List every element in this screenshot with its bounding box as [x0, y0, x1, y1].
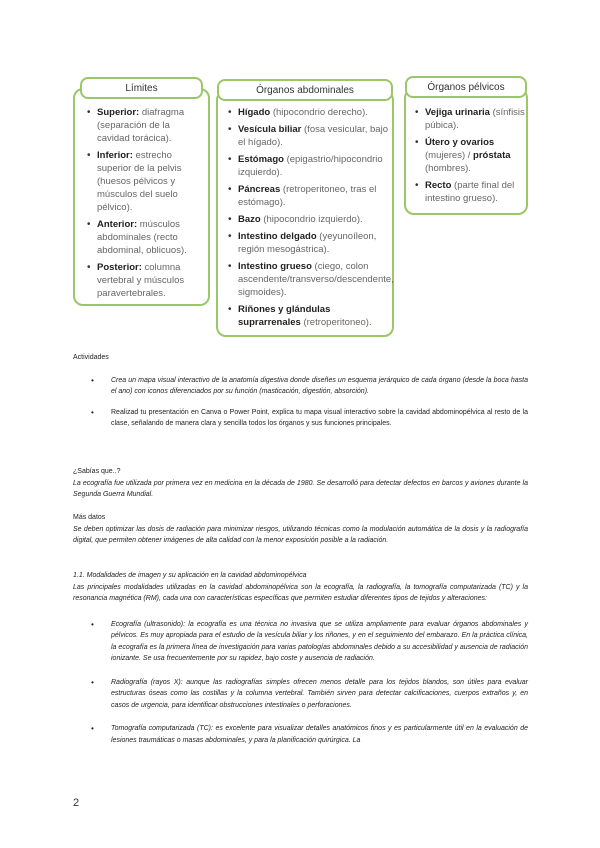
did-you-know-text: La ecografía fue utilizada por primera vez en medicina en la década de 1980. Se desarrolló para detectar defectos en barcos y aviones durante la Segunda Guerra Mundial. — [73, 479, 528, 498]
imaging-section — [73, 570, 528, 746]
more-data-section — [73, 512, 528, 547]
pelvic-organs-title: Órganos pélvicos — [405, 76, 527, 98]
list-item: • Páncreas (retroperitoneo, tras el estómago). — [228, 183, 390, 209]
list-item: • Vejiga urinaria (sínfisis púbica). — [415, 106, 525, 132]
imaging-heading: 1.1. Modalidades de imagen y su aplicación en la cavidad abdominopélvica — [73, 572, 307, 579]
list-item: • Intestino grueso (ciego, colon ascendente/transverso/descendente, sigmoides). — [228, 260, 390, 299]
limits-panel — [73, 88, 210, 306]
did-you-know-heading: ¿Sabías que..? — [73, 468, 121, 475]
pelvic-organs-list — [415, 106, 525, 209]
limits-list — [87, 106, 205, 304]
more-data-heading: Más datos — [73, 514, 106, 521]
list-item: • Riñones y glándulas suprarrenales (retroperitoneo). — [228, 303, 390, 329]
list-item: • Vesícula biliar (fosa vesicular, bajo el hígado). — [228, 123, 390, 149]
list-item: • Superior: diafragma (separación de la cavidad torácica). — [87, 106, 205, 145]
list-item: • Realizad tu presentación en Canva o Power Point, explica tu mapa visual interactivo sobre la cavidad abdominopélvica al resto de la clase, señalando de manera clara y sencilla todos los órganos y sus funciones principales. — [91, 407, 528, 427]
activities-heading: Actividades — [73, 354, 109, 361]
list-item: • Recto (parte final del intestino grueso). — [415, 179, 525, 205]
list-item: • Anterior: músculos abdominales (recto abdominal, oblicuos). — [87, 218, 205, 257]
list-item: • Estómago (epigastrio/hipocondrio izquierdo). — [228, 153, 390, 179]
list-item: • Posterior: columna vertebral y músculos paravertebrales. — [87, 261, 205, 300]
list-item: • Útero y ovarios (mujeres) / próstata (hombres). — [415, 136, 525, 175]
list-item: • Ecografía (ultrasonido): la ecografía es una técnica no invasiva que se utiliza ampliamente para evaluar órganos abdominales y pélvicos. Es muy apropiada para el estudio de la vesícula biliar y los riñones, y en el seguimiento del embarazo. En la práctica clínica, la ecografía es la primera línea de investigación para varias patologías abdominales debido a su accesibilidad y ausencia de radiación ionizante. Se usa frecuentemente por su rapidez, bajo coste y ausencia de radiación. — [91, 619, 528, 662]
page-number: 2 — [73, 797, 80, 809]
more-data-text: Se deben optimizar las dosis de radiación para minimizar riesgos, utilizando técnicas como la modulación automática de la dosis y la radiografía digital, que permiten obtener imágenes de alta calidad con la menor exposición posible a la radiación. — [73, 525, 528, 544]
abdominal-organs-title: Órganos abdominales — [217, 79, 393, 101]
limits-title: Límites — [80, 77, 203, 99]
list-item: • Intestino delgado (yeyunoíleon, región mesogástrica). — [228, 230, 390, 256]
list-item: • Tomografía computarizada (TC): es excelente para visualizar detalles anatómicos finos y es particularmente útil en la evaluación de lesiones traumáticas o masas abdominales, y para la planificación quirúrgica. La — [91, 724, 528, 744]
list-item: • Radiografía (rayos X): aunque las radiografías simples ofrecen menos detalle para los tejidos blandos, son útiles para evaluar estructuras óseas como las costillas y la columna vertebral. También sirven para detectar calcificaciones, cuerpos extraños y, en casos de urgencia, para identificar obstrucciones intestinales o perforaciones. — [91, 677, 528, 709]
imaging-intro: Las principales modalidades utilizadas en la cavidad abdominopélvica son la ecografía, la radiografía, la tomografía computarizada (TC) y la resonancia magnética (RM), cada una con características específicas que permiten estudiar diferentes tipos de tejidos y alteraciones: — [73, 583, 528, 602]
abdominal-organs-panel — [216, 90, 394, 337]
did-you-know-section — [73, 466, 528, 501]
list-item: • Hígado (hipocondrio derecho). — [228, 106, 390, 119]
list-item: • Crea un mapa visual interactivo de la anatomía digestiva donde diseñes un esquema jerárquico de cada órgano (desde la boca hasta el ano) con iconos diferenciados por su función (masticación, digestión, absorción). — [91, 375, 528, 395]
list-item: • Inferior: estrecho superior de la pelvis (huesos pélvicos y músculos del suelo pélvico). — [87, 149, 205, 214]
pelvic-organs-panel — [404, 88, 528, 215]
activities-section — [73, 352, 528, 430]
list-item: • Bazo (hipocondrio izquierdo). — [228, 213, 390, 226]
abdominal-organs-list — [228, 106, 394, 333]
